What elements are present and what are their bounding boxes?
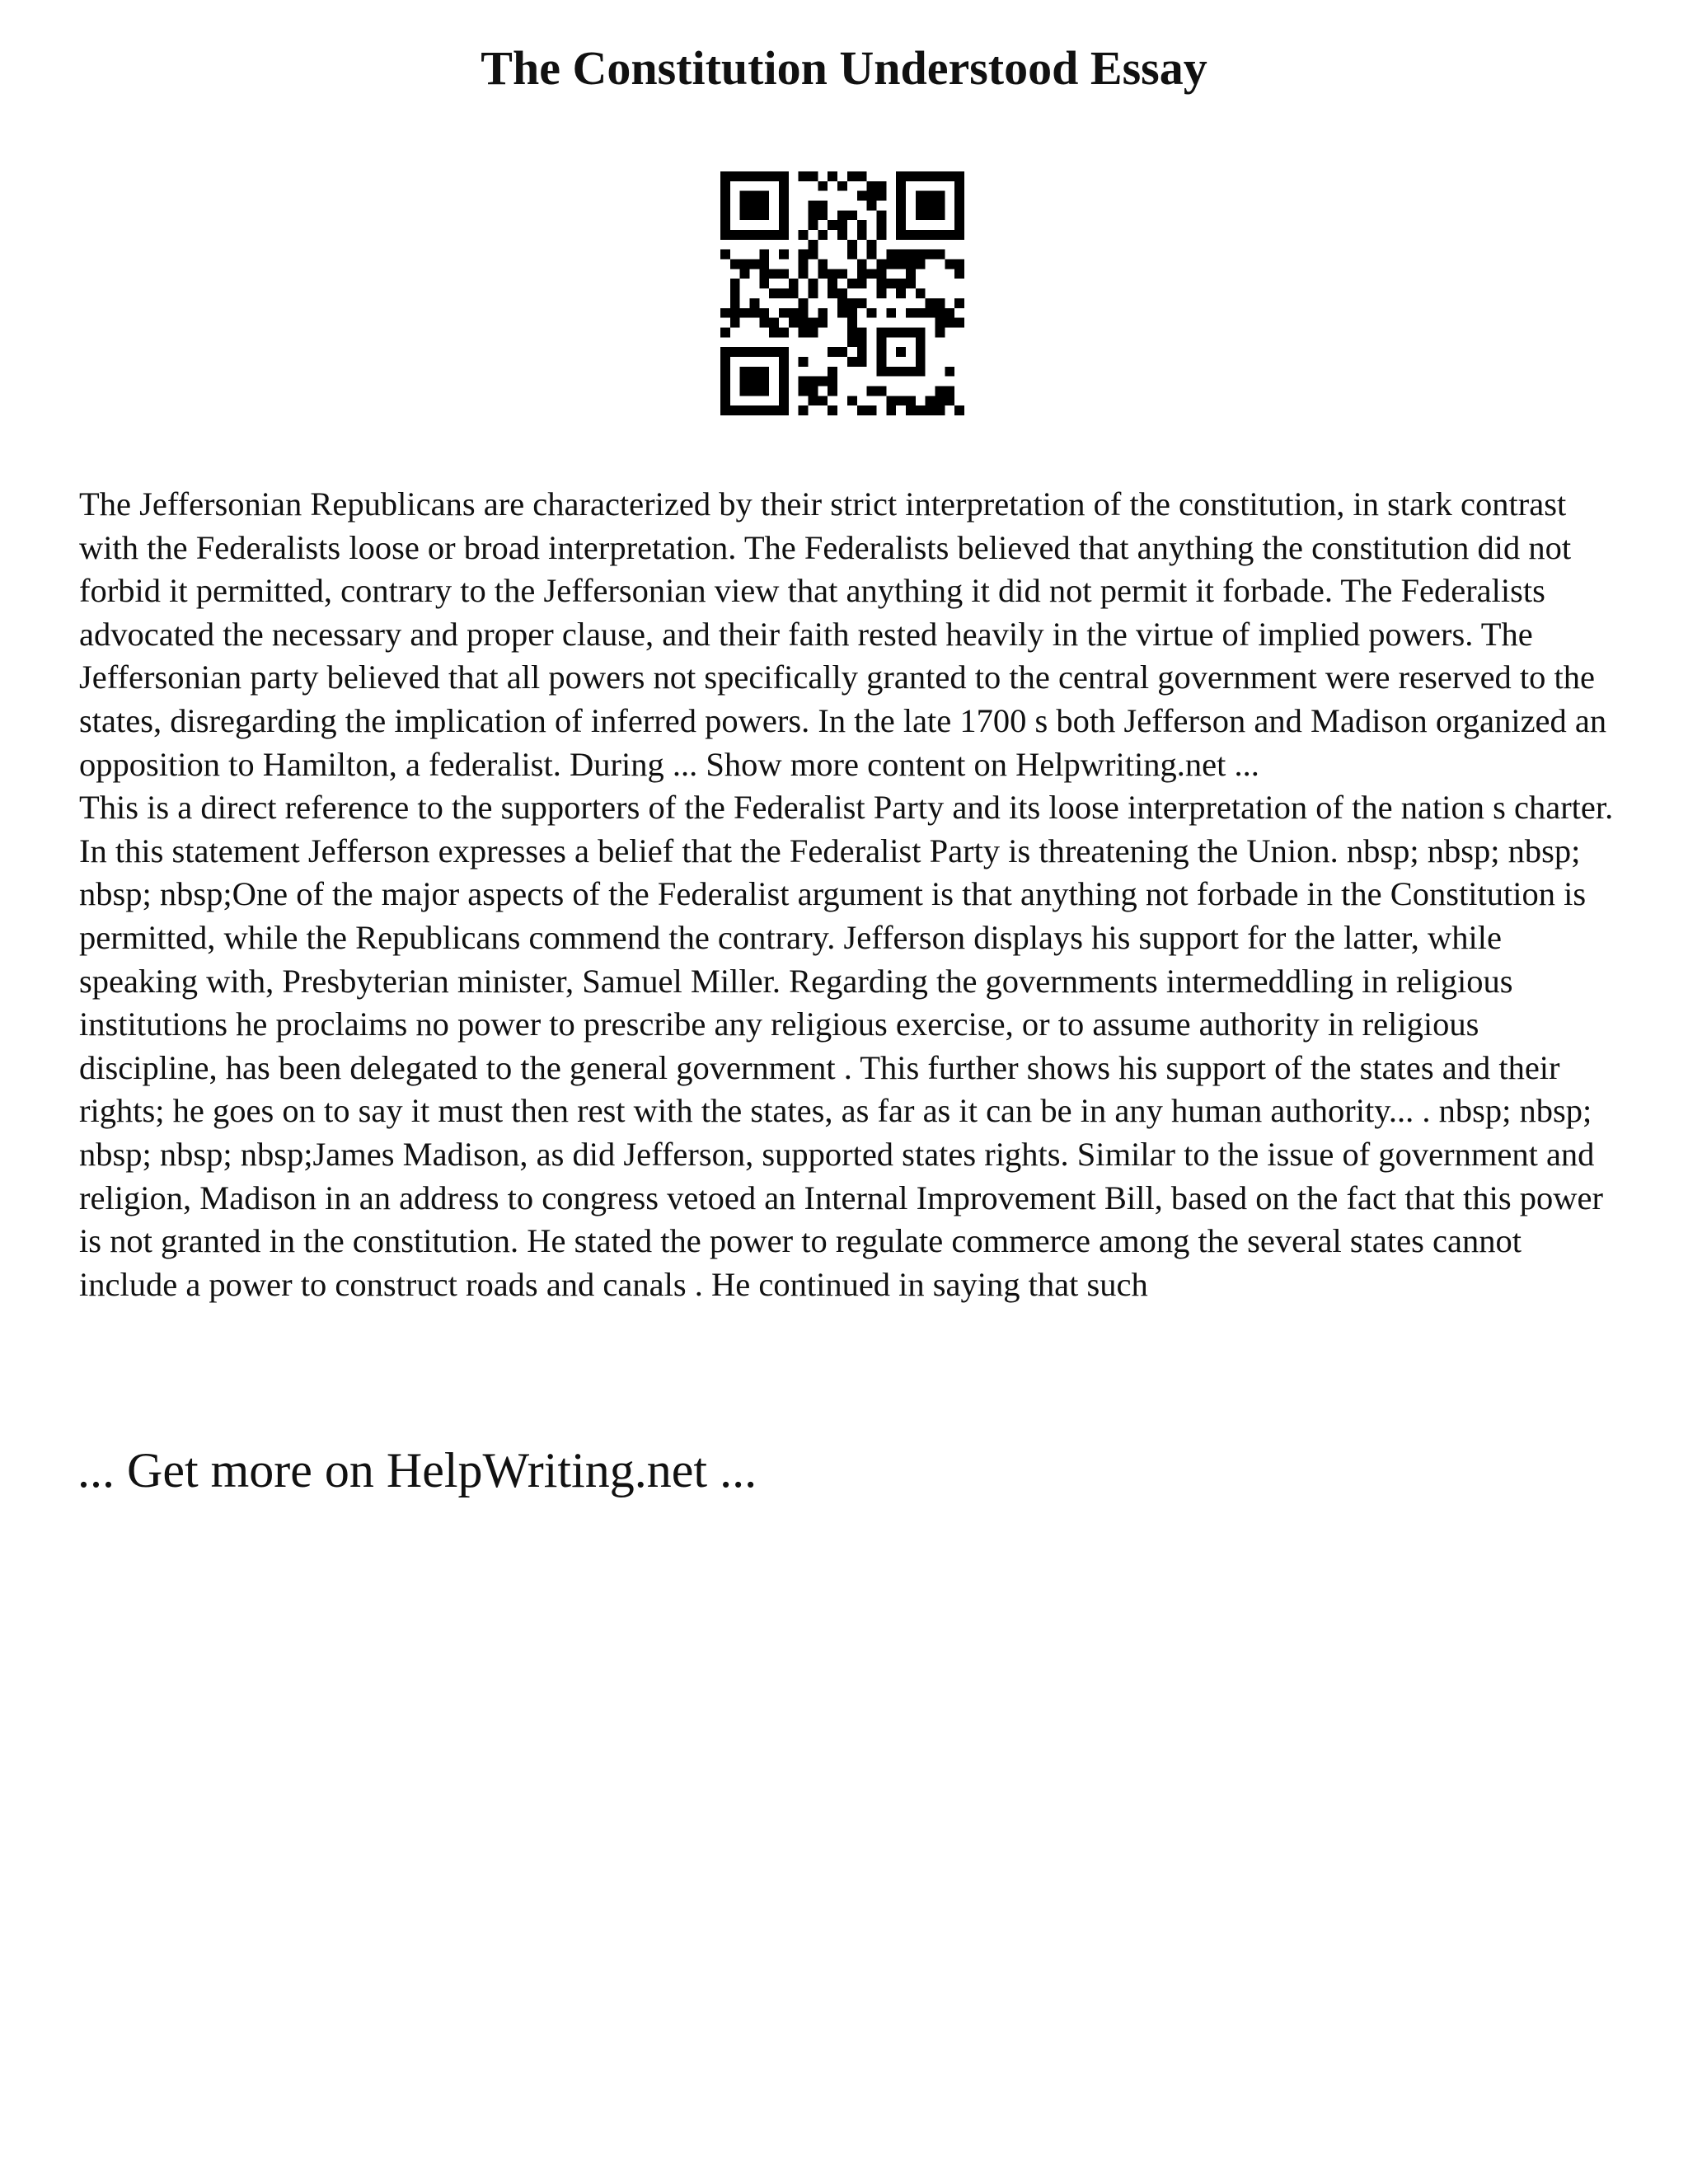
essay-body: [79, 483, 1620, 1306]
essay-paragraph-2: This is a direct reference to the supporters of the Federalist Party and its loose interpretation of the nation s charter. In this statement Jefferson expresses a belief that the Federalist Party is threatening the Union. nbsp; nbsp; nbsp; nbsp; nbsp;One of the major aspects of the Federalist argument is that anything not forbade in the Constitution is permitted, while the Republicans commend the contrary. Jefferson displays his support for the latter, while speaking with, Presbyterian minister, Samuel Miller. Regarding the governments intermeddling in religious institutions he proclaims no power to prescribe any religious exercise, or to assume authority in religious discipline, has been delegated to the general government . This further shows his support of the states and their rights; he goes on to say it must then rest with the states, as far as it can be in any human authority... . nbsp; nbsp; nbsp; nbsp; nbsp;James Madison, as did Jefferson, supported states rights. Similar to the issue of government and religion, Madison in an address to congress vetoed an Internal Improvement Bill, based on the fact that this power is not granted in the constitution. He stated the power to regulate commerce among the several states cannot include a power to construct roads and canals . He continued in saying that such: [79, 789, 1614, 1303]
page-title: The Constitution Understood Essay: [481, 41, 1207, 95]
essay-paragraph-1: The Jeffersonian Republicans are characterized by their strict interpretation of the constitution, in stark contrast with the Federalists loose or broad interpretation. The Federalists believed that anything the constitution did not forbid it permitted, contrary to the Jeffersonian view that anything it did not permit it forbade. The Federalists advocated the necessary and proper clause, and their faith rested heavily in the virtue of implied powers. The Jeffersonian party believed that all powers not specifically granted to the central government were reserved to the states, disregarding the implication of inferred powers. In the late 1700 s both Jefferson and Madison organized an opposition to Hamilton, a federalist. During ... Show more content on Helpwriting.net ...: [79, 485, 1607, 783]
qr-code-icon[interactable]: [720, 171, 964, 415]
get-more-link[interactable]: ... Get more on HelpWriting.net ...: [77, 1443, 757, 1497]
